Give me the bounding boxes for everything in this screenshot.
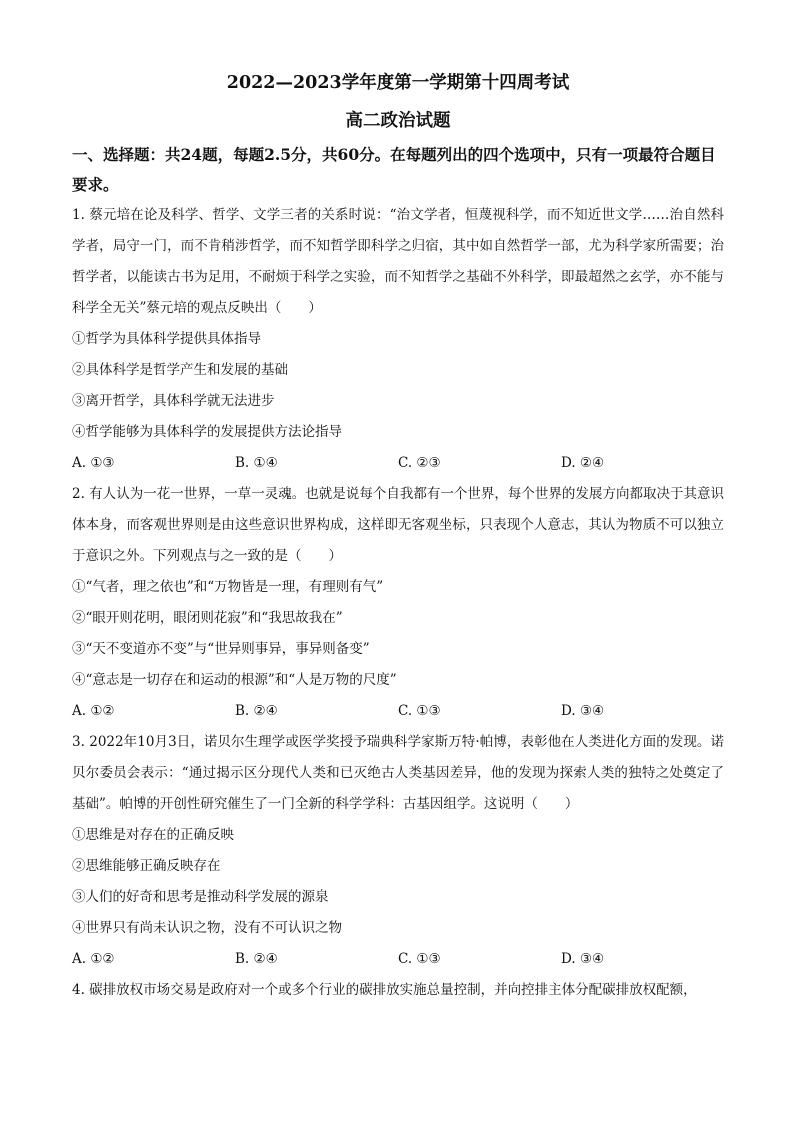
choice-a: A. ①② (72, 703, 115, 719)
exam-subtitle: 高二政治试题 (345, 111, 451, 131)
question-1 (72, 200, 724, 479)
statement-option: ②具体科学是哲学产生和发展的基础 (72, 362, 288, 378)
question-3 (72, 727, 724, 975)
choice-a: A. ①② (72, 951, 115, 967)
question-stem: 4. 碳排放权市场交易是政府对一个或多个行业的碳排放实施总量控制，并向控排主体分配碳排放权配额， (72, 982, 697, 998)
answer-choices (72, 448, 724, 479)
statement-option: ③人们的好奇和思考是推动科学发展的源泉 (72, 889, 329, 905)
answer-choices (72, 696, 724, 727)
statement-option: ④“意志是一切存在和运动的根源”和“人是万物的尺度” (72, 672, 397, 688)
statement-option: ④世界只有尚未认识之物，没有不可认识之物 (72, 920, 342, 936)
statement-option: ①“气者，理之依也”和“万物皆是一理，有理则有气” (72, 579, 384, 595)
choice-b: B. ②④ (235, 703, 278, 719)
statement-option: ④哲学能够为具体科学的发展提供方法论指导 (72, 424, 342, 440)
choice-c: C. ①③ (398, 703, 441, 719)
section-heading: 一、选择题：共24题，每题2.5分，共60分。在每题列出的四个选项中，只有一项最符合题目要求。 (72, 145, 716, 194)
choice-d: D. ③④ (561, 703, 605, 719)
answer-choices (72, 944, 724, 975)
statement-option: ③“天不变道亦不变”与“世异则事异，事异则备变” (72, 641, 370, 657)
exam-page (72, 68, 724, 1006)
choice-b: B. ①④ (235, 455, 278, 471)
question-2 (72, 479, 724, 727)
choice-d: D. ③④ (561, 951, 605, 967)
statement-option: ②“眼开则花明，眼闭则花寂”和“我思故我在” (72, 610, 343, 626)
choice-c: C. ②③ (398, 455, 441, 471)
choice-d: D. ②④ (561, 455, 605, 471)
question-stem: 1. 蔡元培在论及科学、哲学、文学三者的关系时说：“治文学者，恒蔑视科学，而不知近世文学……治自然科学者，局守一门，而不肯稍涉哲学，而不知哲学即科学之归宿，其中如自然哲学一部，尤为科学家所需要；治哲学者，以能读古书为足用，不耐烦于科学之实验，而不知哲学之基础不外科学，即最超然之玄学，亦不能与科学全无关”蔡元培的观点反映出（ ） (72, 207, 724, 316)
statement-option: ①哲学为具体科学提供具体指导 (72, 331, 261, 347)
choice-a: A. ①③ (72, 455, 115, 471)
choice-b: B. ②④ (235, 951, 278, 967)
question-stem: 2. 有人认为一花一世界，一草一灵魂。也就是说每个自我都有一个世界，每个世界的发展方向都取决于其意识体本身，而客观世界则是由这些意识世界构成，这样即无客观坐标，只表现个人意志，其认为物质不可以独立于意识之外。下列观点与之一致的是（ ） (72, 486, 724, 564)
statement-option: ③离开哲学，具体科学就无法进步 (72, 393, 275, 409)
question-4 (72, 975, 724, 1006)
question-stem: 3. 2022年10月3日，诺贝尔生理学或医学奖授予瑞典科学家斯万特·帕博，表彰他在人类进化方面的发现。诺贝尔委员会表示：“通过揭示区分现代人类和已灭绝古人类基因差异，他的发现为探索人类的独特之处奠定了基础”。帕博的开创性研究催生了一门全新的科学学科：古基因组学。这说明（ ） (72, 734, 724, 812)
exam-title: 2022—2023学年度第一学期第十四周考试 (226, 73, 570, 93)
statement-option: ①思维是对存在的正确反映 (72, 827, 234, 843)
statement-option: ②思维能够正确反映存在 (72, 858, 221, 874)
choice-c: C. ①③ (398, 951, 441, 967)
